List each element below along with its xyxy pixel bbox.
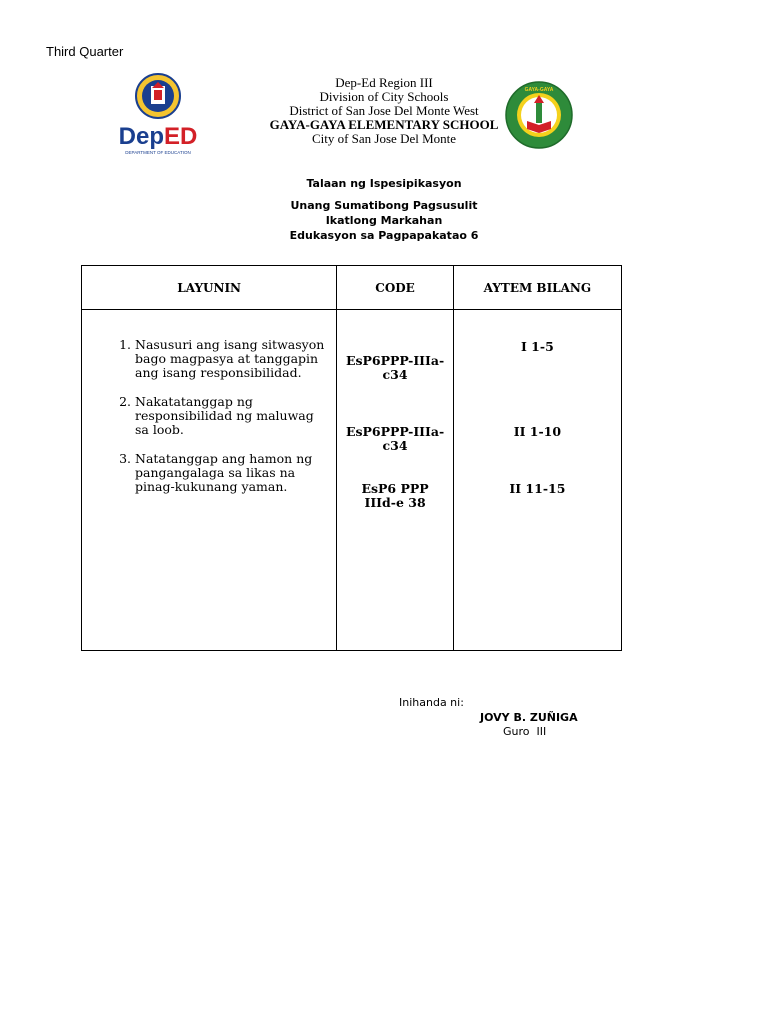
letterhead bbox=[254, 76, 514, 146]
list-item: 1. Nasusuri ang isang sitwasyon bago magpasya at tanggapin ang isang responsibilidad. bbox=[135, 338, 328, 380]
school-name: GAYA-GAYA ELEMENTARY SCHOOL bbox=[269, 117, 499, 132]
teacher-position: Guro III bbox=[503, 725, 547, 738]
specification-table bbox=[81, 265, 622, 651]
header-aytem: AYTEM BILANG bbox=[453, 266, 621, 310]
item-range: I 1-5 bbox=[520, 339, 554, 354]
svg-text:GAYA-GAYA: GAYA-GAYA bbox=[524, 87, 554, 93]
prepared-by-label: Inihanda ni: bbox=[399, 696, 464, 709]
svg-text:DEPARTMENT OF EDUCATION: DEPARTMENT OF EDUCATION bbox=[125, 150, 191, 155]
quarter-label: Third Quarter bbox=[46, 44, 124, 59]
table-row bbox=[82, 310, 622, 651]
list-item: 2. Nakatatanggap ng responsibilidad ng maluwag sa loob. bbox=[135, 395, 328, 437]
city-line: City of San Jose Del Monte bbox=[311, 131, 457, 146]
objectives-cell bbox=[82, 310, 337, 651]
objectives-list bbox=[82, 338, 328, 494]
item-range: II 1-10 bbox=[513, 424, 562, 439]
svg-text:DepED: DepED bbox=[118, 123, 198, 150]
title-quarter: Ikatlong Markahan bbox=[325, 214, 443, 227]
table-header-row bbox=[82, 266, 622, 310]
deped-logo bbox=[112, 72, 204, 158]
codes-cell bbox=[337, 310, 453, 651]
title-spec: Talaan ng Ispesipikasyon bbox=[306, 177, 462, 190]
region-line: Dep-Ed Region III bbox=[335, 75, 433, 90]
school-seal bbox=[505, 81, 573, 149]
item-range: II 11-15 bbox=[509, 481, 566, 496]
teacher-name: JOVY B. ZUÑIGA bbox=[480, 711, 578, 724]
district-line: District of San Jose Del Monte West bbox=[289, 103, 479, 118]
title-subject: Edukasyon sa Pagpapakatao 6 bbox=[289, 229, 479, 242]
code-value: EsP6PPP-IIIa-c34 bbox=[345, 353, 445, 382]
code-value: EsP6 PPP IIId-e 38 bbox=[361, 481, 429, 510]
division-line: Division of City Schools bbox=[319, 89, 449, 104]
items-cell bbox=[453, 310, 621, 651]
list-item: 3. Natatanggap ang hamon ng pangangalaga sa likas na pinag-kukunang yaman. bbox=[135, 452, 328, 494]
header-code: CODE bbox=[337, 266, 453, 310]
header-layunin: LAYUNIN bbox=[82, 266, 337, 310]
document-titles bbox=[254, 176, 514, 243]
title-exam: Unang Sumatibong Pagsusulit bbox=[290, 199, 478, 212]
code-value: EsP6PPP-IIIa-c34 bbox=[345, 424, 445, 453]
